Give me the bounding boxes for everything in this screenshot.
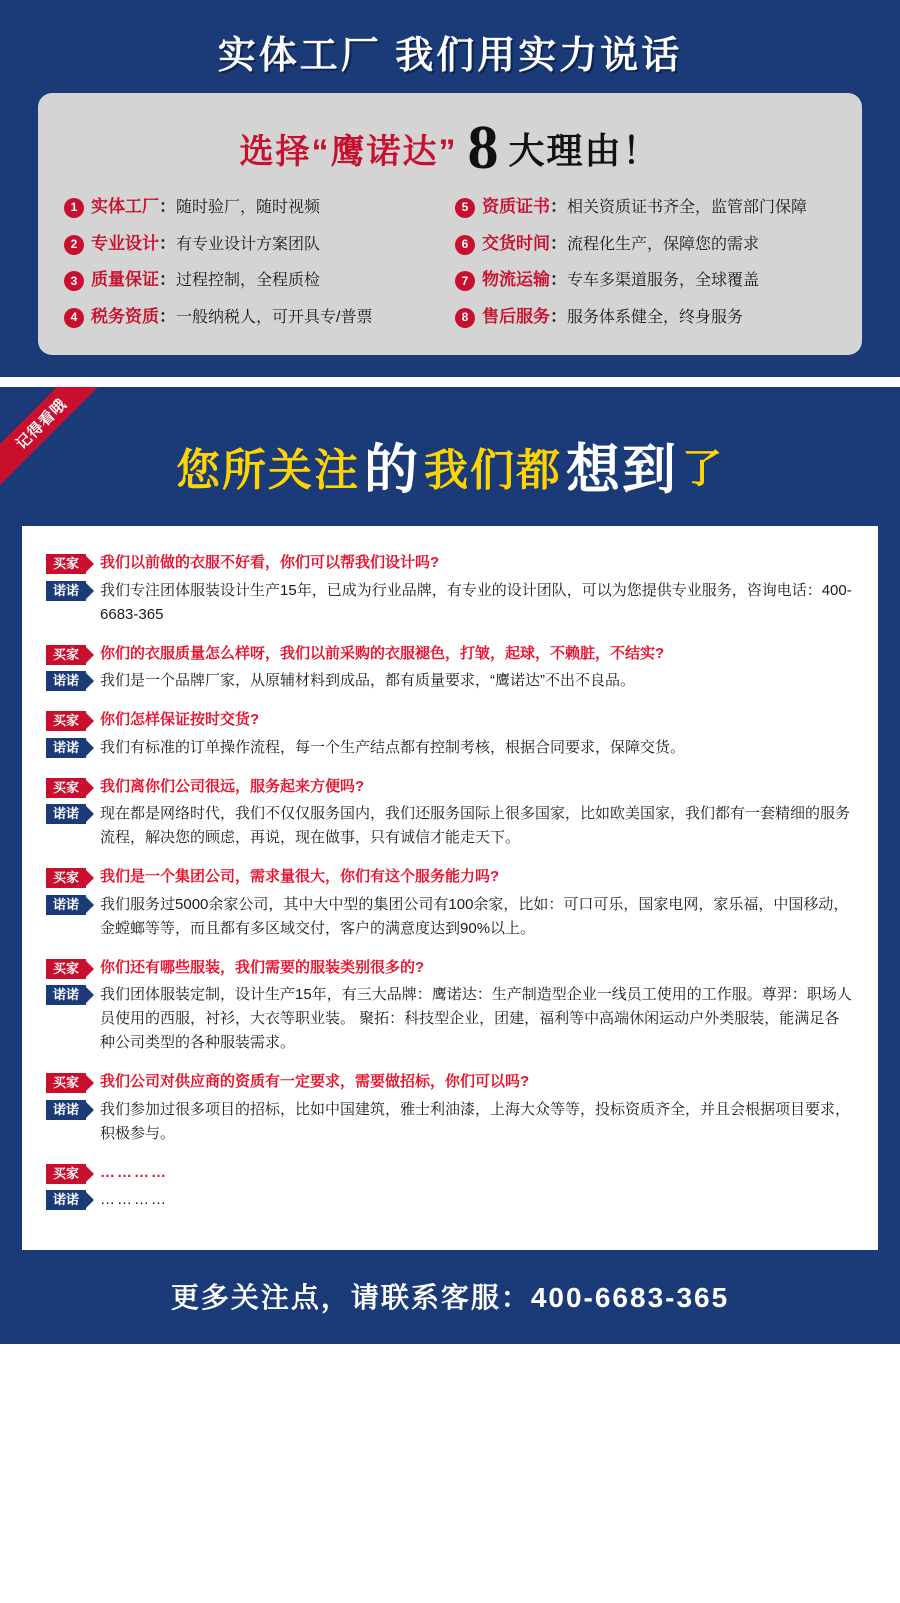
reply-tag: 诺诺 — [46, 1190, 86, 1210]
reason-number-badge: 2 — [64, 235, 84, 255]
faq-item — [46, 957, 854, 1056]
buyer-tag: 买家 — [46, 868, 86, 888]
faq-question-row — [46, 1162, 854, 1185]
faq-answer: 现在都是网络时代，我们不仅仅服务国内，我们还服务国际上很多国家，比如欧美国家，我们都有一套精细的服务流程，解决您的顾虑，再说，现在做事，只有诚信才能走天下。 — [100, 805, 851, 847]
reason-label: 质量保证 — [91, 270, 159, 290]
faq-question: 你们的衣服质量怎么样呀，我们以前采购的衣服褪色，打皱，起球，不赖脏，不结实? — [100, 644, 665, 662]
faq-answer-row — [46, 893, 854, 941]
faq-item — [46, 1162, 854, 1213]
faq-answer-row — [46, 579, 854, 627]
faq-question-row — [46, 957, 854, 980]
reason-colon: ： — [159, 196, 176, 216]
faq-question: 你们还有哪些服装，我们需要的服装类别很多的? — [100, 958, 425, 976]
buyer-tag: 买家 — [46, 554, 86, 574]
reason-item — [64, 269, 445, 292]
reason-number-badge: 6 — [455, 235, 475, 255]
banner-title: 实体工厂 我们用实力说话 — [217, 35, 683, 77]
faq-question: 我们以前做的衣服不好看，你们可以帮我们设计吗? — [100, 554, 440, 572]
headline-part-3: 我们都 — [424, 445, 562, 495]
reason-label: 税务资质 — [91, 307, 159, 327]
reason-label: 交货时间 — [482, 233, 550, 253]
reply-tag: 诺诺 — [46, 581, 86, 601]
faq-question: 你们怎样保证按时交货? — [100, 711, 260, 729]
reasons-heading — [64, 113, 836, 196]
faq-answer: ………… — [100, 1191, 169, 1209]
reason-label: 物流运输 — [482, 270, 550, 290]
buyer-tag: 买家 — [46, 778, 86, 798]
faq-card — [22, 526, 878, 1250]
buyer-tag: 买家 — [46, 645, 86, 665]
faq-answer-row — [46, 1188, 854, 1212]
reply-tag: 诺诺 — [46, 985, 86, 1005]
reason-number-badge: 4 — [64, 308, 84, 328]
reason-number-badge: 5 — [455, 198, 475, 218]
reason-label: 专业设计 — [91, 233, 159, 253]
faq-answer-row — [46, 802, 854, 850]
factory-strength-section — [0, 0, 900, 377]
reason-colon: ： — [550, 270, 567, 290]
reason-text: 相关资质证书齐全，监管部门保障 — [567, 198, 808, 216]
faq-question: 我们是一个集团公司，需求量很大，你们有这个服务能力吗? — [100, 868, 500, 886]
faq-question: ………… — [100, 1163, 169, 1181]
reason-grid — [64, 196, 836, 329]
reason-text: 专车多渠道服务，全球覆盖 — [567, 272, 760, 290]
faq-answer: 我们参加过很多项目的招标，比如中国建筑，雅士利油漆，上海大众等等，投标资质齐全，并且会根据项目要求，积极参与。 — [100, 1100, 851, 1142]
faq-question-row — [46, 643, 854, 666]
faq-item — [46, 1071, 854, 1146]
reason-number-badge: 7 — [455, 271, 475, 291]
headline-part-1: 您所关注 — [176, 445, 360, 495]
reason-label: 资质证书 — [482, 196, 550, 216]
faq-answer: 我们有标准的订单操作流程，每一个生产结点都有控制考核，根据合同要求，保障交货。 — [100, 738, 686, 756]
faq-answer: 我们是一个品牌厂家，从原辅材料到成品，都有质量要求，“鹰诺达”不出不良品。 — [100, 672, 636, 690]
faq-question-row — [46, 1071, 854, 1094]
faq-answer: 我们服务过5000余家公司，其中大中型的集团公司有100余家，比如：可口可乐，国家电网，家乐福，中国移动，金螳螂等等，而且都有多区域交付，客户的满意度达到90%以上。 — [100, 895, 849, 937]
reasons-heading-number: 8 — [467, 114, 499, 182]
reason-item — [455, 196, 836, 219]
reason-item — [455, 306, 836, 329]
faq-question-row — [46, 776, 854, 799]
reason-colon: ： — [550, 196, 567, 216]
corner-ribbon: 记得看哦 — [0, 387, 104, 487]
faq-question: 我们离你们公司很远，服务起来方便吗? — [100, 777, 365, 795]
reply-tag: 诺诺 — [46, 804, 86, 824]
reason-item — [455, 233, 836, 256]
faq-item — [46, 643, 854, 694]
reason-text: 随时验厂，随时视频 — [176, 198, 321, 216]
buyer-tag: 买家 — [46, 1164, 86, 1184]
section-divider — [0, 377, 900, 387]
faq-question: 我们公司对供应商的资质有一定要求，需要做招标，你们可以吗? — [100, 1073, 530, 1091]
reason-label: 实体工厂 — [91, 196, 159, 216]
faq-item — [46, 709, 854, 760]
reason-text: 有专业设计方案团队 — [176, 235, 321, 253]
faq-item — [46, 866, 854, 941]
headline-part-5: 了 — [682, 447, 724, 492]
faq-item — [46, 776, 854, 851]
faq-answer-row — [46, 736, 854, 760]
faq-answer: 我们专注团体服装设计生产15年，已成为行业品牌，有专业的设计团队，可以为您提供专业服务，咨询电话：400-6683-365 — [100, 581, 852, 623]
faq-answer-row — [46, 669, 854, 693]
faq-answer-row — [46, 983, 854, 1055]
reason-colon: ： — [159, 307, 176, 327]
reason-text: 服务体系健全，终身服务 — [567, 309, 744, 327]
reply-tag: 诺诺 — [46, 1100, 86, 1120]
reply-tag: 诺诺 — [46, 895, 86, 915]
faq-question-row — [46, 709, 854, 732]
headline-part-4: 想到 — [566, 440, 678, 501]
reason-number-badge: 8 — [455, 308, 475, 328]
reply-tag: 诺诺 — [46, 738, 86, 758]
faq-question-row — [46, 866, 854, 889]
buyer-tag: 买家 — [46, 1073, 86, 1093]
reasons-heading-red: 选择“鹰诺达” — [239, 132, 458, 171]
reason-item — [64, 233, 445, 256]
footer-contact-bar: 更多关注点，请联系客服：400-6683-365 — [0, 1250, 900, 1344]
headline-part-2: 的 — [364, 440, 420, 501]
reason-text: 流程化生产，保障您的需求 — [567, 235, 760, 253]
eight-reasons-card — [38, 93, 862, 355]
reason-colon: ： — [550, 307, 567, 327]
reason-colon: ： — [159, 233, 176, 253]
reasons-heading-black: 大理由！ — [508, 129, 661, 171]
buyer-tag: 买家 — [46, 711, 86, 731]
faq-section — [0, 387, 900, 1344]
reason-item — [64, 306, 445, 329]
buyer-tag: 买家 — [46, 959, 86, 979]
reason-colon: ： — [550, 233, 567, 253]
faq-headline — [0, 409, 900, 526]
faq-item — [46, 552, 854, 627]
reason-item — [455, 269, 836, 292]
reason-text: 过程控制，全程质检 — [176, 272, 321, 290]
reason-text: 一般纳税人，可开具专/普票 — [176, 309, 373, 327]
reason-item — [64, 196, 445, 219]
faq-question-row — [46, 552, 854, 575]
reason-label: 售后服务 — [482, 307, 550, 327]
reason-number-badge: 3 — [64, 271, 84, 291]
reason-colon: ： — [159, 270, 176, 290]
reason-number-badge: 1 — [64, 198, 84, 218]
faq-answer-row — [46, 1098, 854, 1146]
reply-tag: 诺诺 — [46, 671, 86, 691]
faq-answer: 我们团体服装定制，设计生产15年，有三大品牌：鹰诺达：生产制造型企业一线员工使用的工作服。尊羿：职场人员使用的西服，衬衫，大衣等职业装。 聚拓：科技型企业，团建，福利等中高端休闲运动户外类服装，能满足各种公司类型的各种服装需求。 — [100, 986, 852, 1052]
